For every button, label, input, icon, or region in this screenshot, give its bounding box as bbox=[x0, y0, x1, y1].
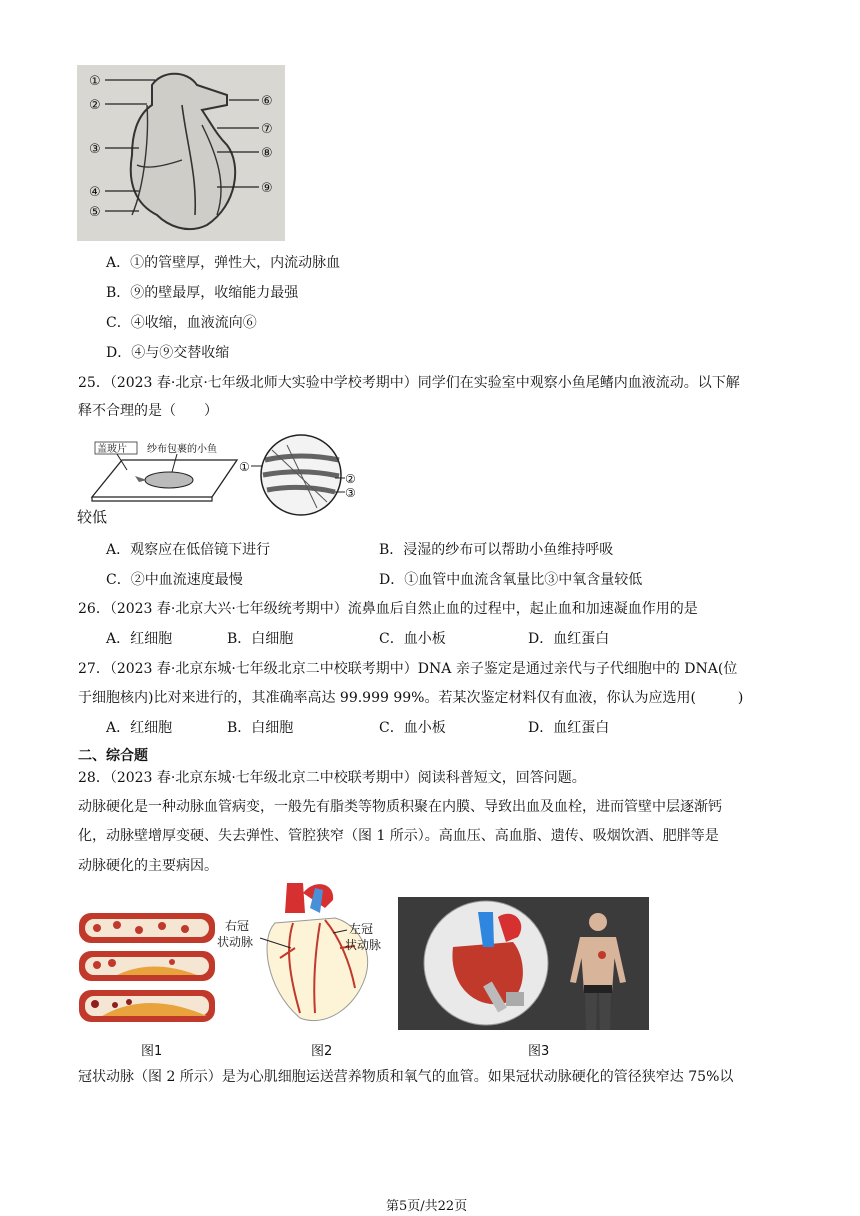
heart-label: ⑧ bbox=[261, 146, 273, 161]
artery-figure bbox=[77, 910, 217, 1028]
q25-stem-line1: 25．（2023 春·北京·七年级北师大实验中学校考期中）同学们在实验室中观察小鱼尾鳍内血液流动。以下解 bbox=[78, 375, 740, 391]
q26-option-b: B．白细胞 bbox=[227, 631, 294, 647]
page-footer: 第5页/共22页 bbox=[386, 1199, 468, 1214]
q26-option-a: A．红细胞 bbox=[106, 631, 173, 647]
gauze-fish-label: 纱布包裹的小鱼 bbox=[147, 444, 217, 455]
q24-option-a: A．①的管壁厚，弹性大，内流动脉血 bbox=[106, 255, 341, 271]
heart-label: ⑥ bbox=[261, 94, 273, 109]
q28-para1-line3: 动脉硬化的主要病因。 bbox=[78, 858, 218, 874]
q27-option-b: B．白细胞 bbox=[227, 720, 294, 736]
figure-1-caption: 图1 bbox=[141, 1044, 163, 1059]
q25-stem-line2: 释不合理的是（ ） bbox=[78, 403, 218, 419]
right-coronary-label-2: 状动脉 bbox=[217, 935, 254, 949]
q24-option-b: B．⑨的壁最厚，收缩能力最强 bbox=[106, 285, 299, 301]
right-coronary-label-1: 右冠 bbox=[225, 919, 250, 933]
q27-option-a: A．红细胞 bbox=[106, 720, 173, 736]
heart-label: ② bbox=[89, 98, 101, 113]
q25-option-a: A．观察应在低倍镜下进行 bbox=[106, 542, 271, 558]
q26-stem: 26．（2023 春·北京大兴·七年级统考期中）流鼻血后自然止血的过程中，起止血和加速凝血作用的是 bbox=[78, 601, 698, 617]
coronary-heart-figure bbox=[215, 878, 393, 1030]
q28-para2-line1: 冠状动脉（图 2 所示）是为心肌细胞运送营养物质和氧气的血管。如果冠状动脉硬化的管径狭窄达 75%以 bbox=[78, 1069, 734, 1085]
heart-label: ⑨ bbox=[261, 181, 273, 196]
q26-option-d: D．血红蛋白 bbox=[528, 631, 610, 647]
q27-option-d: D．血红蛋白 bbox=[528, 720, 610, 736]
heart-label: ③ bbox=[89, 142, 101, 157]
heart-label: ④ bbox=[89, 185, 101, 200]
vessel-label: ③ bbox=[345, 486, 356, 500]
cover-slip-label: 盖玻片 bbox=[97, 444, 127, 455]
left-coronary-label-2: 状动脉 bbox=[345, 938, 382, 952]
heart-label: ⑤ bbox=[89, 205, 101, 220]
q24-option-c: C．④收缩，血液流向⑥ bbox=[106, 315, 257, 331]
q27-option-c: C．血小板 bbox=[379, 720, 446, 736]
q25-option-c: C．②中血流速度最慢 bbox=[106, 572, 243, 588]
section-heading: 二、综合题 bbox=[78, 748, 148, 764]
figure-3-caption: 图3 bbox=[528, 1044, 550, 1059]
q28-para1-line2: 化，动脉壁增厚变硬、失去弹性、管腔狭窄（图 1 所示）。高血压、高血脂、遗传、吸烟饮酒、肥胖等是 bbox=[78, 828, 719, 844]
q28-stem: 28．（2023 春·北京东城·七年级北京二中校联考期中）阅读科普短文，回答问题。 bbox=[78, 770, 586, 786]
q26-option-c: C．血小板 bbox=[379, 631, 446, 647]
q27-stem-line1: 27．（2023 春·北京东城·七年级北京二中校联考期中）DNA 亲子鉴定是通过亲代与子代细胞中的 DNA(位 bbox=[78, 661, 738, 677]
q25-option-d: D．①血管中血流含氧量比③中氧含量较低 bbox=[379, 572, 643, 588]
vessel-label: ② bbox=[345, 472, 356, 486]
figure-stray-text: 较低 bbox=[77, 508, 108, 525]
heart-diagram-figure bbox=[77, 65, 285, 241]
vessel-label: ① bbox=[239, 460, 250, 474]
fish-tail-experiment-figure bbox=[77, 430, 377, 525]
q27-stem-line2: 于细胞核内)比对来进行的，其准确率高达 99.999 99%。若某次鉴定材料仅有血液，你认为应选用( ) bbox=[78, 690, 744, 706]
q25-option-b: B．浸湿的纱布可以帮助小鱼维持呼吸 bbox=[379, 542, 614, 558]
left-coronary-label-1: 左冠 bbox=[349, 922, 374, 936]
q28-para1-line1: 动脉硬化是一种动脉血管病变，一般先有脂类等物质积聚在内膜、导致出血及血栓，进而管壁中层逐渐钙 bbox=[78, 799, 722, 815]
figure-2-caption: 图2 bbox=[311, 1044, 333, 1059]
artificial-heart-figure bbox=[398, 897, 649, 1030]
heart-label: ⑦ bbox=[261, 122, 273, 137]
heart-label: ① bbox=[89, 74, 101, 89]
q24-option-d: D．④与⑨交替收缩 bbox=[106, 345, 230, 361]
